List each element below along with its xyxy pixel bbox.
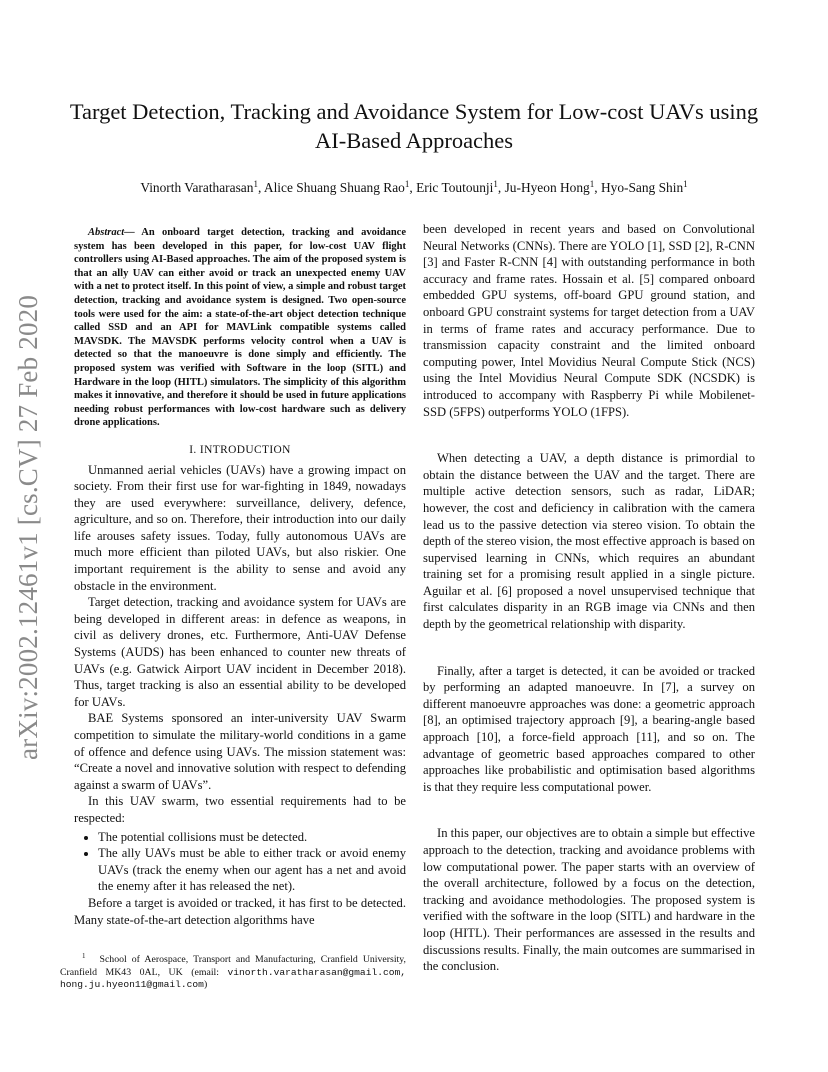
email-addresses: vinorth.varatharasan@gmail.com, hong.ju.hyeon11@gmail.com xyxy=(60,966,406,991)
footnote-mark: 1 xyxy=(82,952,86,960)
affiliation-footnote: $^1$ School of Aerospace, Transport and Manufacturing, Cranfield University, Cranfield MK43 0AL, UK (email: vinorth.varatharasan@gmail.com, hong.ju.hyeon11@gmail.com) xyxy=(60,952,406,991)
paragraph: BAE Systems sponsored an inter-university UAV Swarm competition to simulate the military-world conditions in a game of offence and defence using UAVs. The mission statement was: “Create a novel and innovative solution with respect to defending against a swarm of UAVs”. xyxy=(74,711,406,792)
paragraph: Unmanned aerial vehicles (UAVs) have a growing impact on society. From their first use for war-fighting in 1849, nowadays they are used everywhere: surveillance, delivery, defence, agriculture, and so on. Therefore, their introduction into our daily life arouses safety issues. Today, fully autonomous UAVs are much more efficient than piloted UAVs, but also riskier. One important requirement is the ability to sense and avoid any obstacle in the environment. xyxy=(74,462,406,593)
right-column xyxy=(423,221,755,975)
arxiv-identifier: arXiv:2002.12461v1 [cs.CV] 27 Feb 2020 xyxy=(13,294,43,760)
author: Alice Shuang Shuang Rao$^1$ xyxy=(263,179,410,195)
paragraph: Target detection, tracking and avoidance system for UAVs are being developed in different areas: in defence as weapons, in civil as delivery drones, etc. Furthermore, Anti-UAV Defense Systems (AUDS) has been enhanced to counter new threats of UAVs (e.g. Gatwick Airport UAV incident in December 2018). Thus, target tracking is also an essential ability to be developed for UAVs. xyxy=(74,595,406,709)
paragraph: When detecting a UAV, a depth distance is primordial to obtain the distance between the UAV and the target. There are multiple active detection sensors, such as radar, LiDAR; however, the cost and deficiency in calibration with the camera lead us to the passive detection via stereo vision. To obtain the depth of the stereo vision, the most effective approach is based on supervised learning in CNNs, which requires an abundant training set for a promising result applied in a single picture. Aguilar et al. [6] proposed a novel unsupervised technique that first calculates disparity in an RGB image via CNNs and then depth by the geometrical relationship with disparity. xyxy=(423,451,756,632)
list-item: • The ally UAVs must be able to either track or avoid enemy UAVs (track the enemy when our agent has a net and avoid the enemy after it has released the net). xyxy=(98,845,406,895)
author: Ju-Hyeon Hong$^1$ xyxy=(504,179,595,195)
paragraph: In this paper, our objectives are to obtain a simple but effective approach to the detection, tracking and avoidance problems with low computational power. The paper starts with an overview of the overall architecture, followed by a focus on the detection, tracking and avoidance methodologies. The proposed system is verified with the software in the loop (SITL) and hardware in the loop (HITL). Their performances are assessed in the results and discussions results. Finally, the main outcomes are summarised in the conclusion. xyxy=(423,826,755,974)
paragraph: Before a target is avoided or tracked, it has first to be detected. Many state-of-the-art detection algorithms have xyxy=(74,895,406,927)
author: Vinorth Varatharasan$^1$ xyxy=(140,179,258,195)
paragraph: been developed in recent years and based on Convolutional Neural Networks (CNNs). There are YOLO [1], SSD [2], R-CNN [3] and Faster R-CNN [4] with outstanding performance in both accuracy and frame rates. Hossain et al. [5] compared onboard embedded GPU systems, off-board GPU ground station, and onboard GPU constraint systems for target detection from a UAV in terms of frame rates and accuracy performance. Due to transmission capacity constraint and the limited onboard computing power, Intel Movidius Neural Compute Stick (NCS) using the Intel Movidius Neural Compute SDK (NCSDK) is introduced to accompany with Raspberry Pi while Mobilenet-SSD (5FPS) outperforms YOLO (1FPS). xyxy=(423,222,755,419)
abstract-text: An onboard target detection, tracking and avoidance system has been developed in this paper, for low-cost UAV flight controllers using AI-Based approaches. The aim of the proposed system is that an ally UAV can either avoid or track an unexpected enemy UAV with a net to protect itself. In this point of view, a simple and robust target detection, tracking and avoidance system is designed. Two open-source tools were used for the aim: a state-of-the-art object detection technique called SSD and an API for MAVLink compatible systems called MAVSDK. The MAVSDK performs velocity control when a UAV is detected so that the manoeuvre is done simply and efficiently. The proposed system was verified with Software in the loop (SITL) and Hardware in the loop (HITL) simulators. The simplicity of this algorithm makes it innovative, and therefore it should be used in future applications needing robust performances with low-cost hardware such as delivery drone applications. xyxy=(74,227,406,429)
list-item: • The potential collisions must be detected. xyxy=(98,829,406,846)
abstract-label: Abstract xyxy=(88,227,125,238)
author-list: Vinorth Varatharasan$^1$, Alice Shuang Shuang Rao$^1$, Eric Toutounji$^1$, Ju-Hyeon Hong$^1$, Hyo-Sang Shin$^1$ xyxy=(140,179,688,195)
author: Hyo-Sang Shin$^1$ xyxy=(600,179,688,195)
requirements-list xyxy=(74,829,406,895)
author: Eric Toutounji$^1$ xyxy=(416,179,498,195)
abstract: Abstract— An onboard target detection, tracking and avoidance system has been developed in this paper, for low-cost UAV flight controllers using AI-Based approaches. The aim of the proposed system is that an ally UAV can either avoid or track an unexpected enemy UAV with a net to protect itself. In this point of view, a simple and robust target detection, tracking and avoidance system is designed. Two open-source tools were used for the aim: a state-of-the-art object detection technique called SSD and an API for MAVLink compatible systems called MAVSDK. The MAVSDK performs velocity control when a UAV is detected so that the manoeuvre is done simply and efficiently. The proposed system was verified with Software in the loop (SITL) and Hardware in the loop (HITL) simulators. The simplicity of this algorithm makes it innovative, and therefore it should be used in future applications needing robust performances with low-cost hardware such as delivery drone applications. xyxy=(74,227,406,429)
paragraph: In this UAV swarm, two essential requirements had to be respected: xyxy=(74,794,406,825)
paragraph: Finally, after a target is detected, it can be avoided or tracked by performing an adapted manoeuvre. In [7], a survey on different manoeuvre approaches was done: a geometric approach [8], an optimised trajectory approach [9], a bearing-angle based approach [10], a force-field approach [11], and so on. The advantage of geometric based approaches compared to other approaches like probabilistic and optimisation based algorithms is that they require less computational power. xyxy=(423,663,755,794)
section-heading-introduction: I. INTRODUCTION xyxy=(189,443,291,456)
paper-title: Target Detection, Tracking and Avoidance System for Low-cost UAVs using AI-Based Approaches xyxy=(69,99,759,153)
left-column xyxy=(74,226,406,928)
